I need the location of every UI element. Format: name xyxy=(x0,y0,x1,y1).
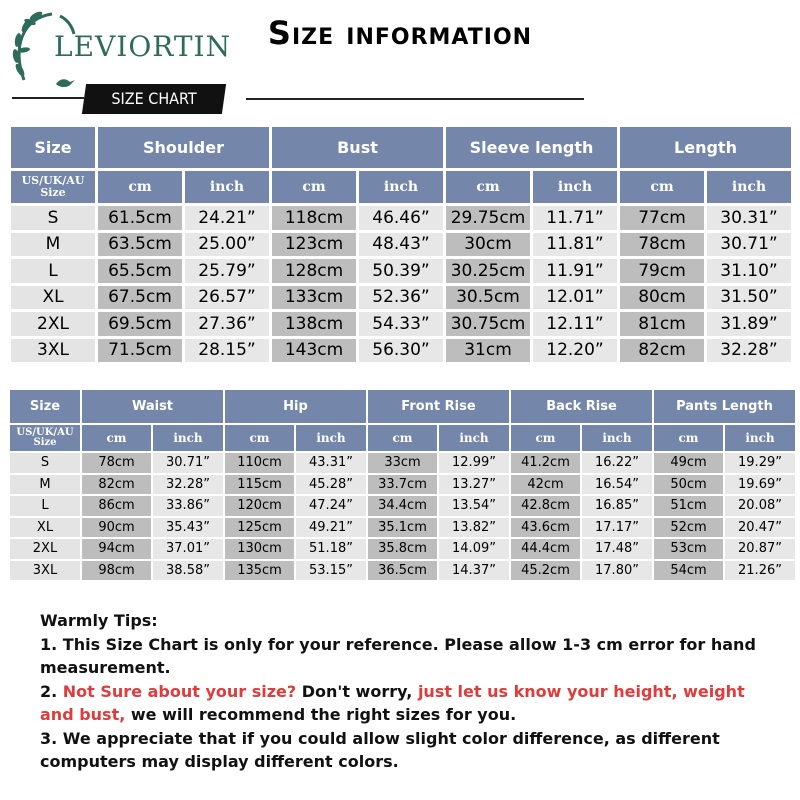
value-cell: 78cm xyxy=(82,453,151,473)
value-cell: 51cm xyxy=(654,496,723,516)
value-cell: 33.7cm xyxy=(368,475,437,495)
unit-inch: inch xyxy=(439,425,509,451)
value-cell: 16.85” xyxy=(582,496,652,516)
col-header-sleeve-length: Sleeve length xyxy=(446,127,617,168)
value-cell: 28.15” xyxy=(185,339,269,363)
value-cell: 17.17” xyxy=(582,518,652,538)
value-cell: 61.5cm xyxy=(98,206,182,230)
region-size-label xyxy=(11,171,95,203)
value-cell: 31.50” xyxy=(707,286,791,310)
unit-cm: cm xyxy=(511,425,580,451)
size-cell: 2XL xyxy=(11,312,95,336)
tip-2-number: 2. xyxy=(40,681,63,701)
value-cell: 14.09” xyxy=(439,539,509,559)
value-cell: 44.4cm xyxy=(511,539,580,559)
value-cell: 16.22” xyxy=(582,453,652,473)
col-header-shoulder: Shoulder xyxy=(98,127,269,168)
unit-cm: cm xyxy=(620,171,704,203)
value-cell: 41.2cm xyxy=(511,453,580,473)
value-cell: 30.75cm xyxy=(446,312,530,336)
value-cell: 133cm xyxy=(272,286,356,310)
value-cell: 34.4cm xyxy=(368,496,437,516)
value-cell: 26.57” xyxy=(185,286,269,310)
value-cell: 77cm xyxy=(620,206,704,230)
value-cell: 33.86” xyxy=(153,496,223,516)
value-cell: 31.10” xyxy=(707,259,791,283)
region-label: US/UK/AU xyxy=(16,426,74,438)
size-chart-badge-label: SIZE CHART xyxy=(111,89,197,108)
tips-heading: Warmly Tips: xyxy=(40,611,158,630)
value-cell: 17.80” xyxy=(582,561,652,581)
unit-inch: inch xyxy=(533,171,617,203)
value-cell: 17.48” xyxy=(582,539,652,559)
table-row xyxy=(11,233,791,257)
value-cell: 25.79” xyxy=(185,259,269,283)
table-row xyxy=(10,453,795,473)
table-row xyxy=(10,539,795,559)
value-cell: 138cm xyxy=(272,312,356,336)
divider-right xyxy=(246,98,584,100)
value-cell: 90cm xyxy=(82,518,151,538)
value-cell: 24.21” xyxy=(185,206,269,230)
table-row xyxy=(11,339,791,363)
value-cell: 12.99” xyxy=(439,453,509,473)
value-cell: 13.27” xyxy=(439,475,509,495)
value-cell: 63.5cm xyxy=(98,233,182,257)
value-cell: 45.2cm xyxy=(511,561,580,581)
value-cell: 48.43” xyxy=(359,233,443,257)
value-cell: 50cm xyxy=(654,475,723,495)
size-cell: 2XL xyxy=(10,539,80,559)
unit-cm: cm xyxy=(225,425,294,451)
value-cell: 32.28” xyxy=(153,475,223,495)
value-cell: 54.33” xyxy=(359,312,443,336)
value-cell: 20.08” xyxy=(725,496,795,516)
value-cell: 86cm xyxy=(82,496,151,516)
value-cell: 49.21” xyxy=(296,518,366,538)
value-cell: 50.39” xyxy=(359,259,443,283)
col-header-length: Length xyxy=(620,127,791,168)
value-cell: 54cm xyxy=(654,561,723,581)
value-cell: 33cm xyxy=(368,453,437,473)
value-cell: 42.8cm xyxy=(511,496,580,516)
value-cell: 30.25cm xyxy=(446,259,530,283)
value-cell: 123cm xyxy=(272,233,356,257)
table-row xyxy=(11,259,791,283)
value-cell: 47.24” xyxy=(296,496,366,516)
size-cell: XL xyxy=(11,286,95,310)
unit-inch: inch xyxy=(185,171,269,203)
value-cell: 11.71” xyxy=(533,206,617,230)
table-row xyxy=(11,206,791,230)
value-cell: 45.28” xyxy=(296,475,366,495)
value-cell: 21.26” xyxy=(725,561,795,581)
value-cell: 143cm xyxy=(272,339,356,363)
value-cell: 29.75cm xyxy=(446,206,530,230)
page-title: Size information xyxy=(267,14,533,52)
table-row xyxy=(10,496,795,516)
value-cell: 16.54” xyxy=(582,475,652,495)
value-cell: 36.5cm xyxy=(368,561,437,581)
value-cell: 56.30” xyxy=(359,339,443,363)
value-cell: 30cm xyxy=(446,233,530,257)
value-cell: 30.71” xyxy=(153,453,223,473)
tip-2 xyxy=(40,680,780,727)
value-cell: 43.31” xyxy=(296,453,366,473)
table-row xyxy=(11,286,791,310)
table-row xyxy=(10,475,795,495)
size-cell: S xyxy=(11,206,95,230)
table-row xyxy=(10,518,795,538)
col-header-pants-length: Pants Length xyxy=(654,390,795,423)
size-cell: M xyxy=(10,475,80,495)
col-header-front-rise: Front Rise xyxy=(368,390,509,423)
tip-2-request: just let us know your height, weight and bust, xyxy=(40,681,745,724)
value-cell: 130cm xyxy=(225,539,294,559)
unit-inch: inch xyxy=(296,425,366,451)
size-label: Size xyxy=(40,186,66,199)
value-cell: 80cm xyxy=(620,286,704,310)
value-cell: 69.5cm xyxy=(98,312,182,336)
value-cell: 82cm xyxy=(620,339,704,363)
size-label: Size xyxy=(33,437,57,448)
value-cell: 78cm xyxy=(620,233,704,257)
value-cell: 12.11” xyxy=(533,312,617,336)
value-cell: 35.8cm xyxy=(368,539,437,559)
value-cell: 52.36” xyxy=(359,286,443,310)
unit-cm: cm xyxy=(446,171,530,203)
col-header-back-rise: Back Rise xyxy=(511,390,652,423)
tip-1: 1. This Size Chart is only for your reference. Please allow 1-3 cm error for hand measurement. xyxy=(40,634,756,677)
size-cell: L xyxy=(10,496,80,516)
value-cell: 12.01” xyxy=(533,286,617,310)
tip-2-question: Not Sure about your size? xyxy=(62,681,297,701)
value-cell: 20.87” xyxy=(725,539,795,559)
unit-inch: inch xyxy=(359,171,443,203)
value-cell: 37.01” xyxy=(153,539,223,559)
value-cell: 135cm xyxy=(225,561,294,581)
value-cell: 118cm xyxy=(272,206,356,230)
value-cell: 25.00” xyxy=(185,233,269,257)
unit-cm: cm xyxy=(98,171,182,203)
value-cell: 11.91” xyxy=(533,259,617,283)
value-cell: 30.5cm xyxy=(446,286,530,310)
value-cell: 38.58” xyxy=(153,561,223,581)
value-cell: 125cm xyxy=(225,518,294,538)
size-table-bottom xyxy=(8,388,797,582)
value-cell: 27.36” xyxy=(185,312,269,336)
size-cell: L xyxy=(11,259,95,283)
value-cell: 46.46” xyxy=(359,206,443,230)
value-cell: 19.69” xyxy=(725,475,795,495)
value-cell: 53cm xyxy=(654,539,723,559)
value-cell: 94cm xyxy=(82,539,151,559)
size-cell: 3XL xyxy=(11,339,95,363)
size-cell: 3XL xyxy=(10,561,80,581)
brand-logo: LEVIORTIN xyxy=(54,30,232,63)
size-cell: XL xyxy=(10,518,80,538)
size-cell: M xyxy=(11,233,95,257)
region-label: US/UK/AU xyxy=(21,174,85,188)
unit-cm: cm xyxy=(272,171,356,203)
value-cell: 51.18” xyxy=(296,539,366,559)
size-header: Size xyxy=(10,390,80,423)
value-cell: 128cm xyxy=(272,259,356,283)
value-cell: 82cm xyxy=(82,475,151,495)
unit-inch: inch xyxy=(153,425,223,451)
size-header: Size xyxy=(11,127,95,168)
value-cell: 67.5cm xyxy=(98,286,182,310)
unit-inch: inch xyxy=(582,425,652,451)
table-row xyxy=(11,312,791,336)
col-header-bust: Bust xyxy=(272,127,443,168)
value-cell: 35.43” xyxy=(153,518,223,538)
value-cell: 52cm xyxy=(654,518,723,538)
value-cell: 31cm xyxy=(446,339,530,363)
value-cell: 110cm xyxy=(225,453,294,473)
value-cell: 43.6cm xyxy=(511,518,580,538)
value-cell: 30.31” xyxy=(707,206,791,230)
value-cell: 71.5cm xyxy=(98,339,182,363)
unit-cm: cm xyxy=(82,425,151,451)
value-cell: 19.29” xyxy=(725,453,795,473)
tip-2-recommend: we will recommend the right sizes for you. xyxy=(125,705,517,724)
divider-left xyxy=(12,97,84,99)
tip-2-reassure: Don't worry, xyxy=(296,681,418,701)
value-cell: 32.28” xyxy=(707,339,791,363)
value-cell: 79cm xyxy=(620,259,704,283)
value-cell: 115cm xyxy=(225,475,294,495)
tip-3: 3. We appreciate that if you could allow slight color difference, as different computers may display different colors. xyxy=(40,728,720,771)
unit-cm: cm xyxy=(654,425,723,451)
value-cell: 12.20” xyxy=(533,339,617,363)
unit-cm: cm xyxy=(368,425,437,451)
warm-tips xyxy=(40,609,780,774)
unit-inch: inch xyxy=(725,425,795,451)
size-cell: S xyxy=(10,453,80,473)
value-cell: 13.82” xyxy=(439,518,509,538)
value-cell: 49cm xyxy=(654,453,723,473)
value-cell: 30.71” xyxy=(707,233,791,257)
value-cell: 98cm xyxy=(82,561,151,581)
value-cell: 35.1cm xyxy=(368,518,437,538)
value-cell: 20.47” xyxy=(725,518,795,538)
value-cell: 31.89” xyxy=(707,312,791,336)
size-table-top xyxy=(8,124,794,365)
value-cell: 65.5cm xyxy=(98,259,182,283)
value-cell: 81cm xyxy=(620,312,704,336)
table-row xyxy=(10,561,795,581)
col-header-hip: Hip xyxy=(225,390,366,423)
value-cell: 13.54” xyxy=(439,496,509,516)
col-header-waist: Waist xyxy=(82,390,223,423)
unit-inch: inch xyxy=(707,171,791,203)
value-cell: 120cm xyxy=(225,496,294,516)
value-cell: 53.15” xyxy=(296,561,366,581)
value-cell: 14.37” xyxy=(439,561,509,581)
region-size-label xyxy=(10,425,80,451)
value-cell: 42cm xyxy=(511,475,580,495)
size-chart-badge xyxy=(82,84,226,114)
bird-icon xyxy=(54,76,76,90)
value-cell: 11.81” xyxy=(533,233,617,257)
